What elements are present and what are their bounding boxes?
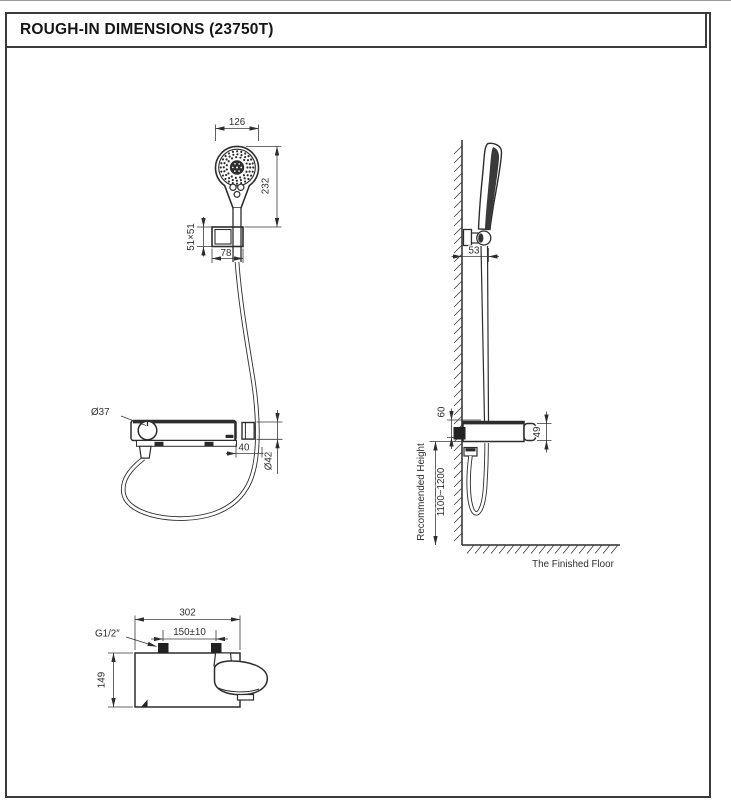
diverter-cap [242,423,254,440]
front-view-drawing [91,117,283,519]
shower-hose-front [123,262,257,519]
dim-valve-offset: 60 [436,406,448,418]
recommended-height-label: Recommended Height [416,443,427,541]
dim-bracket-size: 51×51 [186,223,197,251]
dim-inlet-thread: G1/2″ [95,628,120,640]
dim-body-width: 302 [179,607,196,619]
mixer-valve-plan [135,643,267,707]
wall-hatch [454,146,462,541]
dim-inlet-spacing: 150±10 [173,627,206,638]
handshower-front [216,146,259,208]
wall-bracket-front [212,227,243,247]
dim-bracket-width: 78 [220,248,232,259]
dim-body-depth: 149 [96,671,108,689]
supply-inlet-side [454,427,466,440]
wall-bracket-side [464,230,491,246]
hose-outlet-stub [140,446,152,458]
dim-outlet-width: 40 [238,442,250,454]
dim-bracket-offset: 53 [468,245,480,257]
recommended-height-range: 1100~1200 [436,467,447,517]
dim-outlet-diameter: Ø42 [263,451,275,471]
dim-head-to-bracket: 232 [260,177,272,195]
page-title: ROUGH-IN DIMENSIONS (23750T) [20,21,274,38]
dim-valve-height: 49 [532,426,543,438]
side-view-drawing [416,140,620,570]
shower-hose-side-upper [481,246,489,421]
dim-head-width: 126 [228,117,246,128]
valve-logo-mark [226,435,234,438]
mixer-valve-side [454,422,536,457]
supply-inlet-left [158,643,169,653]
plan-view-drawing [95,608,267,708]
floor-hatch [467,545,618,554]
supply-inlet-right [211,643,222,653]
dim-knob-diameter: Ø37 [91,407,110,418]
floor-label: The Finished Floor [532,559,614,570]
handshower-side [479,143,502,229]
